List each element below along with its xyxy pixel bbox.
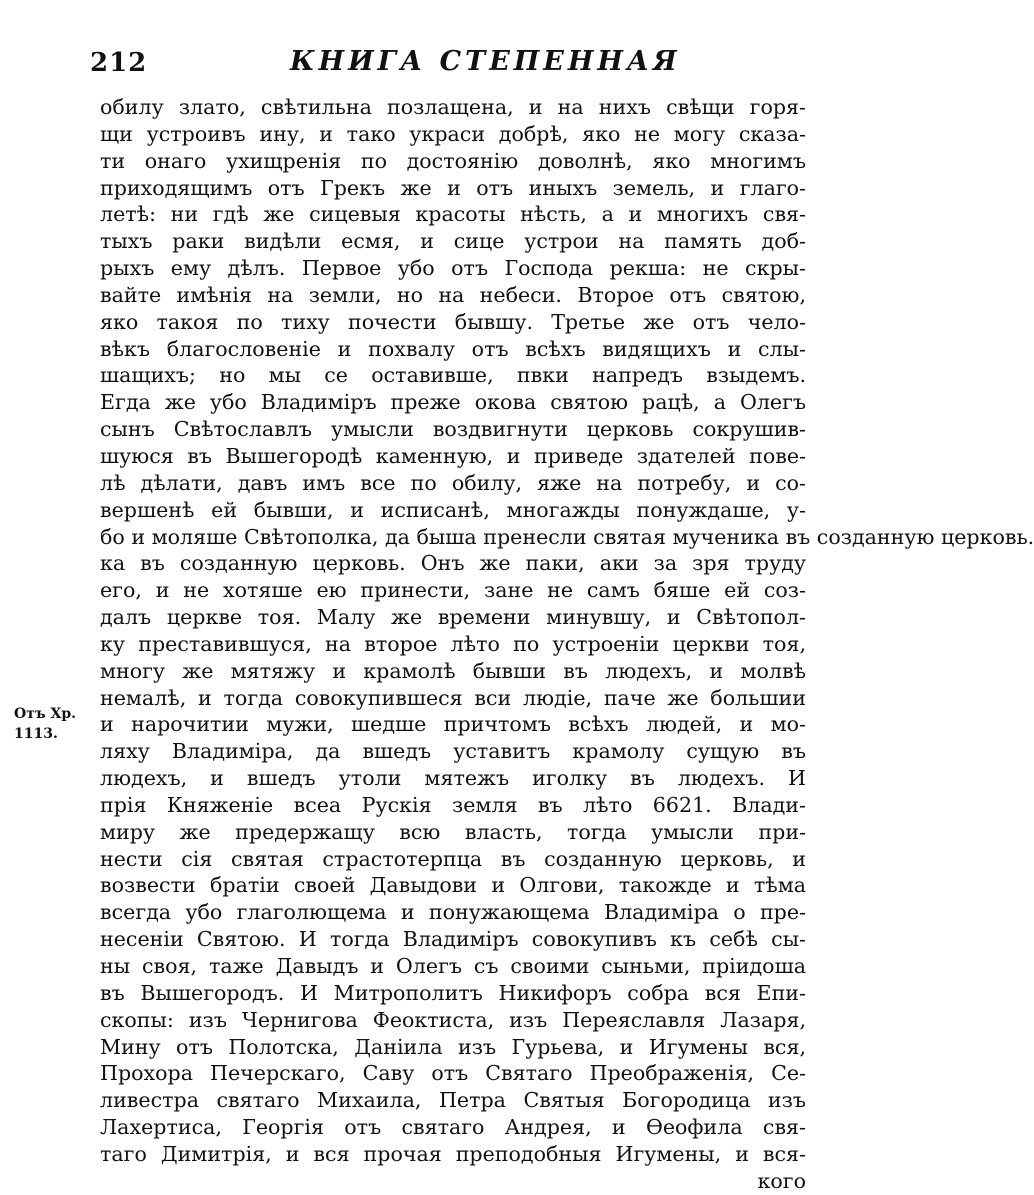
text-line: сынъ Свѣтославлъ умысли воздвигнути церковь сокрушив- <box>100 417 806 442</box>
text-line: всегда убо глаголющема и понужающема Владиміра о пре- <box>100 900 806 925</box>
page-number: 212 <box>90 48 148 78</box>
text-line: Мину отъ Полотска, Даніила изъ Гурьева, и Игумены вся, <box>100 1034 806 1059</box>
text-line: возвести братіи своей Давыдови и Олгови, такожде и тѣма <box>100 873 806 898</box>
text-line: приходящимъ отъ Грекъ же и отъ иныхъ земель, и глаго- <box>100 175 806 200</box>
text-line: бо и моляше Свѣтополка, да быша пренесли святая мученика въ созданную церковь. <box>100 524 1034 549</box>
text-line: ливестра святаго Михаила, Петра Святыя Богородица изъ <box>100 1088 806 1113</box>
text-line: Егда же убо Владиміръ преже окова святою рацѣ, а Олегъ <box>100 390 806 415</box>
text-line: несеніи Святою. И тогда Владиміръ совокупивъ къ себѣ сы- <box>100 927 806 952</box>
text-line: вѣкъ благословеніе и похвалу отъ всѣхъ видящихъ и слы- <box>100 336 806 361</box>
text-line: ка въ созданную церковь. Онъ же паки, аки за зря труду <box>100 551 806 576</box>
text-line: его, и не хотяше ею принести, зане не самъ бяше ей соз- <box>100 578 806 603</box>
text-line: шащихъ; но мы се оставивше, пвки напредъ взыдемъ. <box>100 363 806 388</box>
text-line: прія Княженіе всеа Рускія земля въ лѣто 6621. Влади- <box>100 792 806 817</box>
text-line: нести сія святая страстотерпца въ созданную церковь, и <box>100 846 806 871</box>
text-line: ти онаго ухищренія по достоянію доволнѣ, яко многимъ <box>100 148 806 173</box>
text-line: немалѣ, и тогда совокупившеся вси людіе, паче же большии <box>100 685 806 710</box>
text-line: лѣ дѣлати, давъ имъ все по обилу, яже на потребу, и со- <box>100 470 806 495</box>
margin-note-year-value: 1113. <box>14 726 58 742</box>
text-line: летѣ: ни гдѣ же сицевыя красоты нѣсть, а и многихъ свя- <box>100 202 806 227</box>
text-line: шуюся въ Вышегородѣ каменную, и приведе здателей пове- <box>100 443 806 468</box>
text-line: многу же мятяжу и крамолѣ бывши въ людехъ, и молвѣ <box>100 658 806 683</box>
text-line: Лахертиса, Георгія отъ святаго Андрея, и Ѳеофила свя- <box>100 1115 806 1140</box>
text-line: и нарочитии мужи, шедше причтомъ всѣхъ людей, и мо- <box>100 712 806 737</box>
text-line: вайте имѣнія на земли, но на небеси. Второе отъ святою, <box>100 282 806 307</box>
text-line: ны своя, таже Давыдъ и Олегъ съ своими сыньми, пріидоша <box>100 954 806 978</box>
page-header <box>0 46 854 86</box>
margin-note-label: Отъ Хр. <box>14 706 77 722</box>
text-line: въ Вышегородъ. И Митрополитъ Никифоръ собра вся Епи- <box>100 980 806 1005</box>
text-line: ку преставившуся, на второе лѣто по устроеніи церкви тоя, <box>100 631 806 656</box>
text-line: людехъ, и вшедъ утоли мятежъ иголку въ людехъ. И <box>100 766 806 791</box>
text-line: ляху Владиміра, да вшедъ уставитъ крамолу сущую въ <box>100 739 806 764</box>
margin-note-year <box>14 704 100 744</box>
body-text <box>100 94 1034 1195</box>
text-line: рыхъ ему дѣлъ. Первое убо отъ Господа рекша: не скры- <box>100 256 806 281</box>
text-line: кого <box>757 1168 806 1193</box>
text-line: обилу злато, свѣтильна позлащена, и на нихъ свѣщи горя- <box>100 95 806 119</box>
running-title: КНИГА СТЕПЕННАЯ <box>290 46 681 77</box>
text-line: щи устроивъ ину, и тако украси добрѣ, яко не могу сказа- <box>100 121 806 146</box>
text-line: скопы: изъ Чернигова Феоктиста, изъ Переяславля Лазаря, <box>100 1007 806 1032</box>
text-line: вершенѣ ей бывши, и исписанѣ, многажды понуждаше, у- <box>100 497 806 522</box>
text-line: тыхъ раки видѣли есмя, и сице устрои на память доб- <box>100 229 806 254</box>
text-line: миру же предержащу всю власть, тогда умысли при- <box>100 819 806 844</box>
text-line: яко такоя по тиху почести бывшу. Третье же отъ чело- <box>100 309 806 334</box>
text-line: Прохора Печерскаго, Саву отъ Святаго Преображенія, Се- <box>100 1061 806 1086</box>
text-line: таго Димитрія, и вся прочая преподобныя Игумены, и вся- <box>100 1141 806 1166</box>
text-line: далъ церкве тоя. Малу же времени минувшу, и Свѣтопол- <box>100 605 806 630</box>
